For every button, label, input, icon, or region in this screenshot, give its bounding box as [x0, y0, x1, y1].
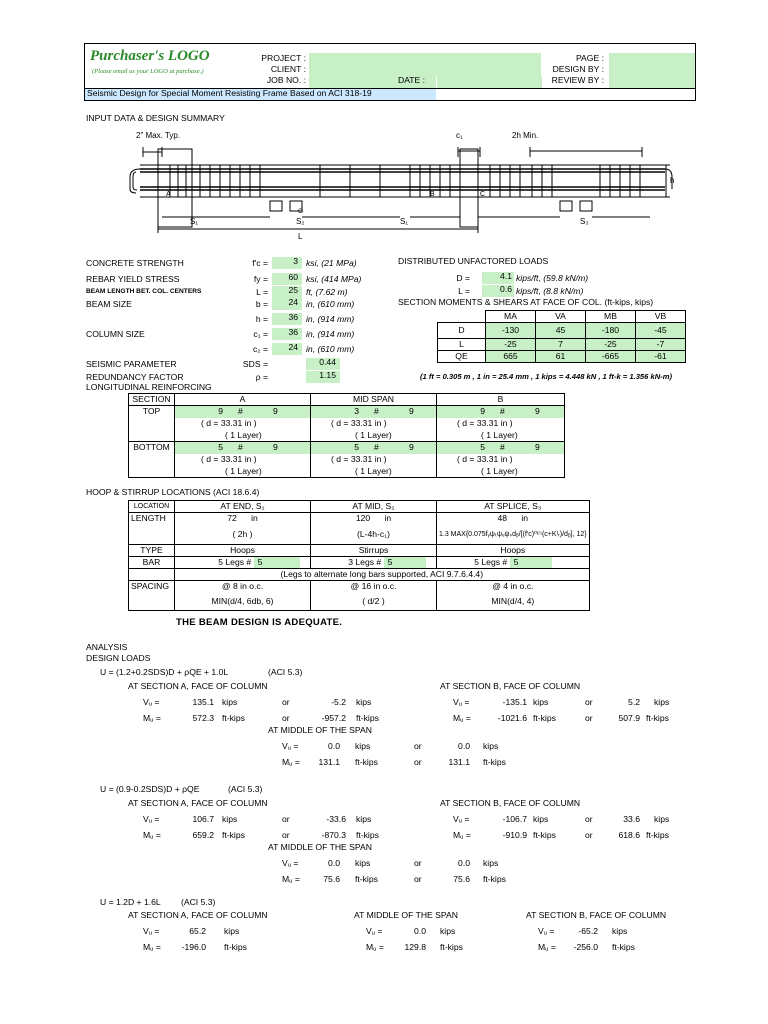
vu-symbol: Vᵤ = [453, 697, 470, 707]
unit-kips: kips [654, 697, 670, 707]
input-symbol: b = [255, 299, 268, 309]
unit-kips: kips [440, 926, 456, 936]
section-a-title: AT SECTION A, FACE OF COLUMN [128, 681, 268, 691]
unit-kips: kips [612, 926, 628, 936]
diagram-b-label: B [430, 191, 435, 198]
section-a-title: AT SECTION A, FACE OF COLUMN [128, 798, 268, 808]
hoop-col-mid: AT MID, S₂ [311, 501, 437, 513]
or-text: or [414, 858, 422, 868]
moments-header-ma: MA [486, 311, 536, 323]
page-field[interactable] [609, 53, 696, 88]
input-label: BEAM LENGTH BET. COL. CENTERS [86, 288, 202, 295]
unit-kips: kips [356, 814, 372, 824]
moments-cell[interactable]: -180 [586, 323, 636, 339]
input-label: SEISMIC PARAMETER [86, 359, 177, 369]
input-unit: ksi, (414 MPa) [306, 274, 362, 284]
mu-symbol: Mᵤ = [282, 757, 300, 767]
unit-ftkips: ft-kips [222, 713, 245, 723]
section-b-title: AT SECTION B, FACE OF COLUMN [440, 681, 581, 691]
hoop-spacing-note: MIN(d/4, 6db, 6) [175, 593, 311, 611]
moments-cell[interactable]: 45 [536, 323, 586, 339]
input-unit: in, (610 mm) [306, 344, 355, 354]
input-value[interactable]: 24 [272, 298, 302, 310]
purchaser-logo: Purchaser's LOGO [90, 48, 210, 64]
mu-value: -196.0 [181, 942, 206, 952]
unit-kips: kips [533, 814, 549, 824]
review-by-label: REVIEW BY : [551, 75, 604, 85]
input-value[interactable]: 25 [272, 286, 302, 298]
long-bar-cell[interactable]: 9 # 9 [437, 406, 565, 418]
long-layer: ( 1 Layer) [311, 430, 437, 442]
logo-note: (Please email us your LOGO at purchase.) [92, 68, 204, 75]
moments-cell[interactable]: -25 [586, 339, 636, 351]
mu-symbol: Mᵤ = [282, 874, 300, 884]
live-load-unit: kips/ft, (8.8 kN/m) [516, 286, 584, 296]
vu-symbol: Vᵤ = [538, 926, 555, 936]
client-label: CLIENT : [270, 64, 306, 74]
vu-value: 135.1 [192, 697, 214, 707]
hoop-length-note: (L-4h-c₁) [311, 525, 437, 545]
hoop-bar-cell[interactable]: 5 Legs # 5 [437, 557, 590, 569]
vu-symbol: Vᵤ = [143, 697, 160, 707]
hoop-length-cell: 120 in [311, 513, 437, 525]
input-label: CONCRETE STRENGTH [86, 258, 184, 268]
diagram-l-label: L [298, 232, 303, 241]
vu-value: -65.2 [578, 926, 598, 936]
combo-equation: U = (1.2+0.2SDS)D + ρQE + 1.0L [100, 667, 229, 677]
long-bar-cell[interactable]: 9 # 9 [175, 406, 311, 418]
long-depth: ( d = 33.31 in ) [437, 454, 565, 466]
combo-reference: (ACI 5.3) [268, 667, 303, 677]
column-a [158, 149, 192, 227]
unit-ftkips: ft-kips [356, 713, 379, 723]
input-label: REDUNDANCY FACTOR [86, 372, 184, 382]
live-load-sym: L = [458, 286, 470, 296]
vu-value: -106.7 [502, 814, 527, 824]
input-symbol: c₁ = [253, 329, 268, 339]
column-b [460, 149, 478, 227]
vu-value: 106.7 [192, 814, 214, 824]
long-depth: ( d = 33.31 in ) [311, 454, 437, 466]
long-depth: ( d = 33.31 in ) [437, 418, 565, 430]
unit-kips: kips [222, 697, 238, 707]
hoop-spacing: @ 8 in o.c. [175, 581, 311, 593]
moments-cell[interactable]: 665 [486, 351, 536, 363]
hoop-length-note: ( 2h ) [175, 525, 311, 545]
or-text: or [585, 814, 593, 824]
moments-title: SECTION MOMENTS & SHEARS AT FACE OF COL. (ft-kips, kips) [398, 297, 654, 307]
mu-value: 75.6 [323, 874, 340, 884]
long-layer: ( 1 Layer) [437, 430, 565, 442]
unit-kips: kips [355, 741, 371, 751]
diagram-c1-label: c₁ [456, 131, 463, 140]
or-text: or [414, 757, 422, 767]
vu-symbol: Vᵤ = [282, 741, 299, 751]
mu-alt-value: 618.6 [618, 830, 640, 840]
vu-value: 0.0 [328, 858, 340, 868]
unit-kips: kips [356, 697, 372, 707]
mu-value: 659.2 [192, 830, 214, 840]
design-by-label: DESIGN BY : [552, 64, 604, 74]
long-bar-cell[interactable]: 5 # 9 [175, 442, 311, 454]
moments-table [437, 310, 686, 363]
diagram-a-label: A [166, 191, 171, 198]
input-value[interactable]: 24 [272, 343, 302, 355]
hoop-type: Stirrups [311, 545, 437, 557]
moments-cell[interactable]: 61 [536, 351, 586, 363]
vu-alt-value: -33.6 [326, 814, 346, 824]
unit-ftkips: ft-kips [533, 713, 556, 723]
long-depth: ( d = 33.31 in ) [311, 418, 437, 430]
mu-alt-value: -957.2 [321, 713, 346, 723]
diagram-cl-label: Cₗ [298, 209, 304, 215]
mu-symbol: Mᵤ = [538, 942, 556, 952]
vu-symbol: Vᵤ = [453, 814, 470, 824]
unit-ftkips: ft-kips [355, 757, 378, 767]
combo-reference: (ACI 5.3) [228, 784, 263, 794]
mu-alt-value: 75.6 [453, 874, 470, 884]
hoop-length-note: 1.3 MAX{0.075fᵧψₜψₑψₛdᵦ/[(f′c)⁰ᵋ⁵(c+Kᵗᵣ)/dᵦ], 12} [437, 525, 590, 545]
or-text: or [585, 830, 593, 840]
unit-ftkips: ft-kips [646, 830, 669, 840]
hoop-type: Hoops [437, 545, 590, 557]
mu-alt-value: -870.3 [321, 830, 346, 840]
header-right-rule [695, 43, 696, 100]
or-text: or [414, 741, 422, 751]
vu-symbol: Vᵤ = [143, 814, 160, 824]
hoop-spacing-note: MIN(d/4, 4) [437, 593, 590, 611]
mu-value: 572.3 [192, 713, 214, 723]
vu-alt-value: 0.0 [458, 858, 470, 868]
input-value[interactable]: 1.15 [306, 371, 340, 383]
title-bottom-rule [84, 100, 696, 101]
hoop-bar-label: BAR [129, 557, 175, 569]
unit-ftkips: ft-kips [612, 942, 635, 952]
long-bar-cell[interactable]: 5 # 9 [311, 442, 437, 454]
vu-alt-value: 33.6 [623, 814, 640, 824]
diagram-2hmin-label: 2h Min. [512, 131, 539, 140]
moments-cell[interactable]: -130 [486, 323, 536, 339]
long-layer: ( 1 Layer) [175, 466, 311, 478]
hoop-spacing-label: SPACING [129, 581, 175, 611]
mu-value: 131.1 [318, 757, 340, 767]
unit-kips: kips [355, 858, 371, 868]
or-text: or [585, 713, 593, 723]
date-field[interactable] [436, 76, 542, 88]
or-text: or [282, 697, 290, 707]
hoop-bar-cell[interactable]: 3 Legs # 5 [311, 557, 437, 569]
mu-symbol: Mᵤ = [143, 830, 161, 840]
section-a-title: AT SECTION A, FACE OF COLUMN [128, 910, 268, 920]
design-summary: THE BEAM DESIGN IS ADEQUATE. [176, 617, 343, 628]
hoop-length-cell: 48 in [437, 513, 590, 525]
moments-cell[interactable]: -61 [636, 351, 686, 363]
hoop-legs-note: (Legs to alternate long bars supported, ACI 9.7.6.4.4) [175, 569, 590, 581]
unit-ftkips: ft-kips [646, 713, 669, 723]
mu-value: -910.9 [502, 830, 527, 840]
mu-value: 129.8 [404, 942, 426, 952]
vu-alt-value: 0.0 [458, 741, 470, 751]
vu-value: 0.0 [328, 741, 340, 751]
or-text: or [585, 697, 593, 707]
diagram-s1b-label: S₁ [400, 217, 409, 226]
input-symbol: f′c = [252, 258, 268, 268]
vu-alt-value: -5.2 [331, 697, 346, 707]
hoop-spacing: @ 16 in o.c. [311, 581, 437, 593]
moments-row-l: L [438, 339, 486, 351]
long-layer: ( 1 Layer) [437, 466, 565, 478]
moments-cell[interactable]: -7 [636, 339, 686, 351]
dist-loads-title: DISTRIBUTED UNFACTORED LOADS [398, 256, 549, 266]
diagram-c-label: C [480, 191, 486, 198]
unit-ftkips: ft-kips [356, 830, 379, 840]
unit-ftkips: ft-kips [483, 757, 506, 767]
unit-kips: kips [483, 858, 499, 868]
hoop-table [128, 500, 590, 611]
beam-diagram [110, 125, 690, 245]
unit-ftkips: ft-kips [222, 830, 245, 840]
unit-ftkips: ft-kips [440, 942, 463, 952]
hoop-location-header: LOCATION [129, 501, 175, 513]
vu-value: 0.0 [414, 926, 426, 936]
long-col-b: B [437, 394, 565, 406]
or-text: or [414, 874, 422, 884]
mid-span-title: AT MIDDLE OF THE SPAN [268, 725, 372, 735]
input-unit: in, (914 mm) [306, 329, 355, 339]
long-layer: ( 1 Layer) [175, 430, 311, 442]
header-top-rule [84, 43, 696, 44]
hoop-bar-cell[interactable]: 5 Legs # 5 [175, 557, 311, 569]
input-value[interactable]: 0.44 [306, 358, 340, 370]
long-depth: ( d = 33.31 in ) [175, 418, 311, 430]
date-label: DATE : [398, 75, 426, 85]
mu-symbol: Mᵤ = [143, 713, 161, 723]
or-text: or [282, 814, 290, 824]
unit-kips: kips [224, 926, 240, 936]
input-unit: ksi, (21 MPa) [306, 258, 357, 268]
long-layer: ( 1 Layer) [311, 466, 437, 478]
mu-symbol: Mᵤ = [143, 942, 161, 952]
diagram-s1a-label: S₁ [190, 217, 199, 226]
analysis-title: ANALYSIS [86, 642, 128, 652]
section-b-title: AT SECTION B, FACE OF COLUMN [440, 798, 581, 808]
input-symbol: fy = [253, 274, 268, 284]
section-input-title: INPUT DATA & DESIGN SUMMARY [86, 113, 225, 123]
page-label: PAGE : [575, 53, 604, 63]
section-b-title: AT SECTION B, FACE OF COLUMN [526, 910, 667, 920]
mu-alt-value: 507.9 [618, 713, 640, 723]
long-bar-cell[interactable]: 5 # 9 [437, 442, 565, 454]
unit-ftkips: ft-kips [483, 874, 506, 884]
mu-symbol: Mᵤ = [453, 713, 471, 723]
input-value[interactable]: 60 [272, 273, 302, 285]
input-label: COLUMN SIZE [86, 329, 145, 339]
combo-reference: (ACI 5.3) [181, 897, 216, 907]
longitudinal-label: LONGITUDINAL REINFORCING [86, 382, 212, 392]
long-row-bottom: BOTTOM [129, 442, 175, 478]
moments-row-qe: QE [438, 351, 486, 363]
hoop-spacing: @ 4 in o.c. [437, 581, 590, 593]
input-label: BEAM SIZE [86, 299, 132, 309]
mid-span-title: AT MIDDLE OF THE SPAN [354, 910, 458, 920]
longitudinal-table [128, 393, 565, 478]
input-symbol: h = [255, 314, 268, 324]
design-loads-title: DESIGN LOADS [86, 653, 151, 663]
live-load-value[interactable]: 0.6 [482, 285, 514, 297]
long-col-mid: MID SPAN [311, 394, 437, 406]
hoop-type: Hoops [175, 545, 311, 557]
dead-load-sym: D = [456, 273, 470, 283]
diagram-s2-label: S₂ [296, 217, 305, 226]
moments-row-d: D [438, 323, 486, 339]
unit-kips: kips [222, 814, 238, 824]
mid-span-title: AT MIDDLE OF THE SPAN [268, 842, 372, 852]
long-section-header: SECTION [129, 394, 175, 406]
vu-value: 65.2 [189, 926, 206, 936]
or-text: or [282, 713, 290, 723]
mu-value: -256.0 [573, 942, 598, 952]
combo-equation: U = 1.2D + 1.6L [100, 897, 161, 907]
long-depth: ( d = 33.31 in ) [175, 454, 311, 466]
moments-header-mb: MB [586, 311, 636, 323]
mu-symbol: Mᵤ = [366, 942, 384, 952]
unit-ftkips: ft-kips [355, 874, 378, 884]
unit-conversion: (1 ft = 0.305 m , 1 in = 25.4 mm , 1 kips = 4.448 kN , 1 ft-k = 1.356 kN-m) [420, 372, 672, 381]
moments-cell[interactable]: 7 [536, 339, 586, 351]
vu-alt-value: 5.2 [628, 697, 640, 707]
job-label: JOB NO. : [266, 75, 306, 85]
input-symbol: ρ = [255, 372, 268, 382]
hoop-type-label: TYPE [129, 545, 175, 557]
combo-equation: U = (0.9-0.2SDS)D + ρQE [100, 784, 200, 794]
or-text: or [282, 830, 290, 840]
unit-ftkips: ft-kips [224, 942, 247, 952]
project-label: PROJECT : [261, 53, 306, 63]
unit-kips: kips [654, 814, 670, 824]
hoop-col-end: AT END, S₁ [175, 501, 311, 513]
input-symbol: c₂ = [252, 344, 268, 354]
input-value[interactable]: 36 [272, 328, 302, 340]
moments-header-vb: VB [636, 311, 686, 323]
long-row-top: TOP [129, 406, 175, 442]
input-symbol: L = [256, 287, 268, 297]
long-col-a: A [175, 394, 311, 406]
moments-header-va: VA [536, 311, 586, 323]
mu-value: -1021.6 [497, 713, 527, 723]
hoop-spacing-note: ( d/2 ) [311, 593, 437, 611]
input-unit: ft, (7.62 m) [306, 287, 348, 297]
input-unit: in, (914 mm) [306, 314, 355, 324]
hoop-length-label: LENGTH [129, 513, 175, 545]
diagram-s3-label: S₃ [580, 217, 589, 226]
moments-cell[interactable]: -45 [636, 323, 686, 339]
dead-load-value[interactable]: 4.1 [482, 272, 514, 284]
hoop-title: HOOP & STIRRUP LOCATIONS (ACI 18.6.4) [86, 487, 260, 497]
unit-kips: kips [533, 697, 549, 707]
input-symbol: SDS = [242, 359, 268, 369]
vu-symbol: Vᵤ = [366, 926, 383, 936]
diagram-2max-label: 2" Max. Typ. [136, 131, 181, 140]
hoop-length-cell: 72 in [175, 513, 311, 525]
vu-symbol: Vᵤ = [143, 926, 160, 936]
input-label: REBAR YIELD STRESS [86, 274, 180, 284]
unit-ftkips: ft-kips [533, 830, 556, 840]
unit-kips: kips [483, 741, 499, 751]
hoop-col-splice: AT SPLICE, S₃ [437, 501, 590, 513]
doc-title: Seismic Design for Special Moment Resisting Frame Based on ACI 318-19 [85, 89, 436, 100]
mu-symbol: Mᵤ = [453, 830, 471, 840]
moments-cell[interactable]: -665 [586, 351, 636, 363]
mu-alt-value: 131.1 [448, 757, 470, 767]
input-value[interactable]: 36 [272, 313, 302, 325]
vu-value: -135.1 [502, 697, 527, 707]
dead-load-unit: kips/ft, (59.8 kN/m) [516, 273, 589, 283]
input-value[interactable]: 3 [272, 257, 302, 269]
moments-cell[interactable]: -25 [486, 339, 536, 351]
diagram-h-label: h [670, 176, 675, 185]
vu-symbol: Vᵤ = [282, 858, 299, 868]
input-unit: in, (610 mm) [306, 299, 355, 309]
long-bar-cell[interactable]: 3 # 9 [311, 406, 437, 418]
